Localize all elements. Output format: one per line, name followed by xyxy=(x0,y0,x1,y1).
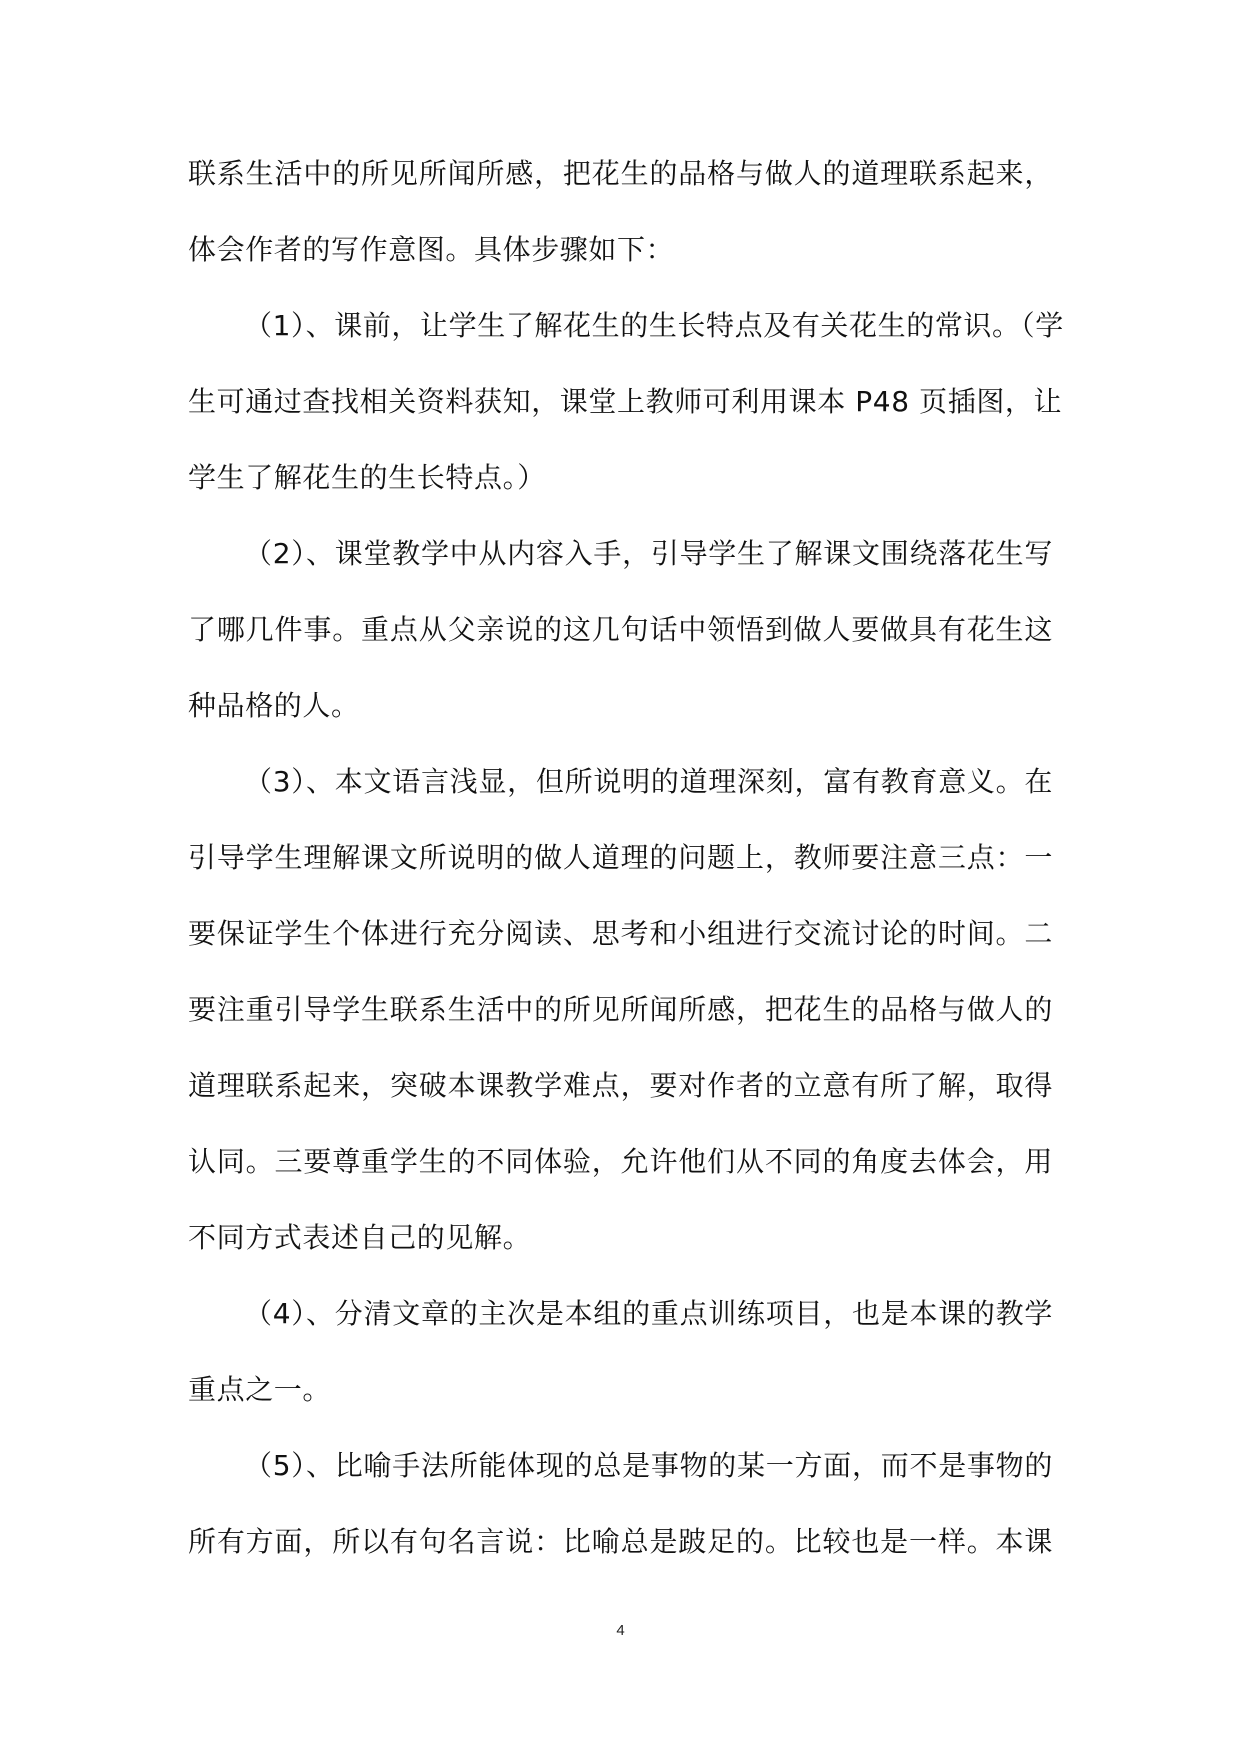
text-line: 生可通过查找相关资料获知，课堂上教师可利用课本 P48 页插图，让 xyxy=(188,385,1063,418)
text-line: （1）、课前，让学生了解花生的生长特点及有关花生的常识。（学 xyxy=(244,309,1064,342)
text-line: （3）、本文语言浅显，但所说明的道理深刻，富有教育意义。在 xyxy=(244,765,1053,798)
text-line: 体会作者的写作意图。具体步骤如下： xyxy=(188,233,675,266)
text-line: 要注重引导学生联系生活中的所见所闻所感，把花生的品格与做人的 xyxy=(188,993,1053,1026)
text-line: 学生了解花生的生长特点。） xyxy=(188,461,546,494)
text-line: 引导学生理解课文所说明的做人道理的问题上，教师要注意三点：一 xyxy=(188,841,1053,874)
body-text xyxy=(188,136,1064,1580)
text-line: 道理联系起来，突破本课教学难点，要对作者的立意有所了解，取得 xyxy=(188,1069,1053,1102)
text-line: （4）、分清文章的主次是本组的重点训练项目，也是本课的教学 xyxy=(244,1297,1053,1330)
text-line: （2）、课堂教学中从内容入手，引导学生了解课文围绕落花生写 xyxy=(244,537,1053,570)
text-line: 要保证学生个体进行充分阅读、思考和小组进行交流讨论的时间。二 xyxy=(188,917,1053,950)
text-line: 种品格的人。 xyxy=(188,689,360,722)
text-line: 联系生活中的所见所闻所感，把花生的品格与做人的道理联系起来， xyxy=(188,157,1053,190)
text-line: 认同。三要尊重学生的不同体验，允许他们从不同的角度去体会，用 xyxy=(188,1145,1053,1178)
page-number: 4 xyxy=(616,1622,625,1639)
text-line: 了哪几件事。重点从父亲说的这几句话中领悟到做人要做具有花生这 xyxy=(188,613,1053,646)
text-line: （5）、比喻手法所能体现的总是事物的某一方面，而不是事物的 xyxy=(244,1449,1053,1482)
text-line: 所有方面，所以有句名言说：比喻总是跛足的。比较也是一样。本课 xyxy=(188,1525,1053,1558)
text-line: 重点之一。 xyxy=(188,1373,332,1406)
text-line: 不同方式表述自己的见解。 xyxy=(188,1221,532,1254)
